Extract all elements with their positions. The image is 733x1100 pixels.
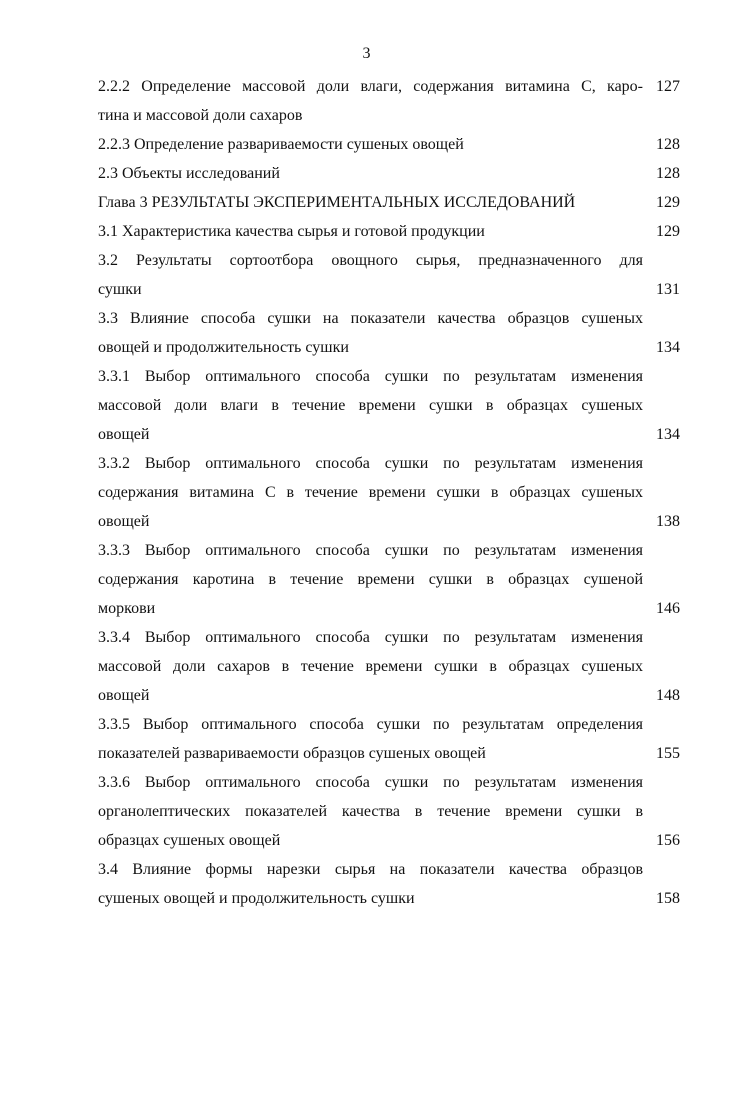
toc-entry [98,159,682,188]
toc-entry-line [98,478,682,507]
toc-entry-text: сушеных овощей и продолжительность сушки [98,890,415,907]
toc-entry-line [98,536,682,565]
toc-entry-line [98,420,682,449]
toc-entry-line [98,101,682,130]
toc-entry [98,72,682,130]
toc-page-number: 131 [656,281,680,298]
toc-entry-line [98,246,682,275]
toc-entry [98,623,682,710]
toc-page-number: 134 [656,426,680,443]
toc-entry-line [98,217,682,246]
toc-entry-line [98,333,682,362]
toc-entry-text: овощей и продолжительность сушки [98,339,349,356]
toc-entry-line [98,72,682,101]
toc-entry-line [98,826,682,855]
toc-entry-line [98,739,682,768]
toc-entry-line [98,565,682,594]
toc-entry [98,362,682,449]
toc-entry-line [98,623,682,652]
toc-entry-text: показателей развариваемости образцов сушеных овощей [98,745,486,762]
toc-entry-text: содержания витамина С в течение времени сушки в образцах сушеных [98,484,643,501]
toc-entry-text: 3.3 Влияние способа сушки на показатели качества образцов сушеных [98,310,643,327]
toc-entry-line [98,159,682,188]
toc-entry-line [98,507,682,536]
toc-entry-line [98,768,682,797]
toc-entry-text: массовой доли влаги в течение времени сушки в образцах сушеных [98,397,643,414]
toc-entry [98,710,682,768]
toc-entry-text: 3.1 Характеристика качества сырья и готовой продукции [98,223,485,240]
toc-entry-text: овощей [98,687,150,704]
toc-page-number: 158 [656,890,680,907]
toc-entry-text: 3.2 Результаты сортоотбора овощного сырья, предназначенного для [98,252,643,269]
toc-page-number: 148 [656,687,680,704]
toc-entry-line [98,797,682,826]
toc-entry-text: 3.3.6 Выбор оптимального способа сушки по результатам изменения [98,774,643,791]
toc-entry-text: овощей [98,426,150,443]
toc-entry [98,536,682,623]
toc-entry [98,768,682,855]
toc-entry-text: органолептических показателей качества в течение времени сушки в [98,803,643,820]
toc-page-number: 134 [656,339,680,356]
toc-entry-text: 3.3.3 Выбор оптимального способа сушки по результатам изменения [98,542,643,559]
toc-entry-line [98,710,682,739]
toc-entry-line [98,855,682,884]
toc-entry-line [98,304,682,333]
toc-page-number: 138 [656,513,680,530]
page-number: 3 [362,45,371,62]
toc-page-number: 127 [656,78,680,95]
toc-entry-line [98,449,682,478]
toc-page-number: 146 [656,600,680,617]
toc-entry-text: 2.2.3 Определение развариваемости сушеных овощей [98,136,464,153]
toc-entry-text: массовой доли сахаров в течение времени сушки в образцах сушеных [98,658,643,675]
toc-entry-text: содержания каротина в течение времени сушки в образцах сушеной [98,571,643,588]
toc-entry-text: моркови [98,600,156,617]
toc-entry-text: 3.4 Влияние формы нарезки сырья на показатели качества образцов [98,861,643,878]
toc-entry-line [98,391,682,420]
toc-page-number: 129 [656,194,680,211]
toc-entry-text: 2.3 Объекты исследований [98,165,280,182]
toc-entry-text: образцах сушеных овощей [98,832,281,849]
toc-entry-text: 3.3.4 Выбор оптимального способа сушки по результатам изменения [98,629,643,646]
toc-entry [98,188,682,217]
toc-page-number: 128 [656,136,680,153]
toc-entry [98,449,682,536]
toc-entry-text: тина и массовой доли сахаров [98,107,303,124]
toc-entry-line [98,275,682,304]
toc-page-number: 155 [656,745,680,762]
toc-entry [98,246,682,304]
toc-entry-line [98,130,682,159]
toc-entry [98,855,682,913]
toc-entry-line [98,652,682,681]
toc-entry-text: 2.2.2 Определение массовой доли влаги, содержания витамина С, каро- [98,78,643,95]
toc-entry [98,304,682,362]
toc-entry-text: 3.3.2 Выбор оптимального способа сушки по результатам изменения [98,455,643,472]
table-of-contents [98,72,682,913]
toc-entry [98,130,682,159]
toc-entry [98,217,682,246]
toc-entry-line [98,594,682,623]
toc-page-number: 156 [656,832,680,849]
toc-entry-text: овощей [98,513,150,530]
toc-page-number: 129 [656,223,680,240]
toc-entry-text: 3.3.1 Выбор оптимального способа сушки по результатам изменения [98,368,643,385]
toc-entry-line [98,188,682,217]
toc-entry-text: 3.3.5 Выбор оптимального способа сушки по результатам определения [98,716,643,733]
toc-entry-line [98,681,682,710]
toc-entry-text: сушки [98,281,142,298]
toc-entry-text: Глава 3 РЕЗУЛЬТАТЫ ЭКСПЕРИМЕНТАЛЬНЫХ ИССЛЕДОВАНИЙ [98,194,576,211]
toc-entry-line [98,884,682,913]
toc-entry-line [98,362,682,391]
toc-page-number: 128 [656,165,680,182]
